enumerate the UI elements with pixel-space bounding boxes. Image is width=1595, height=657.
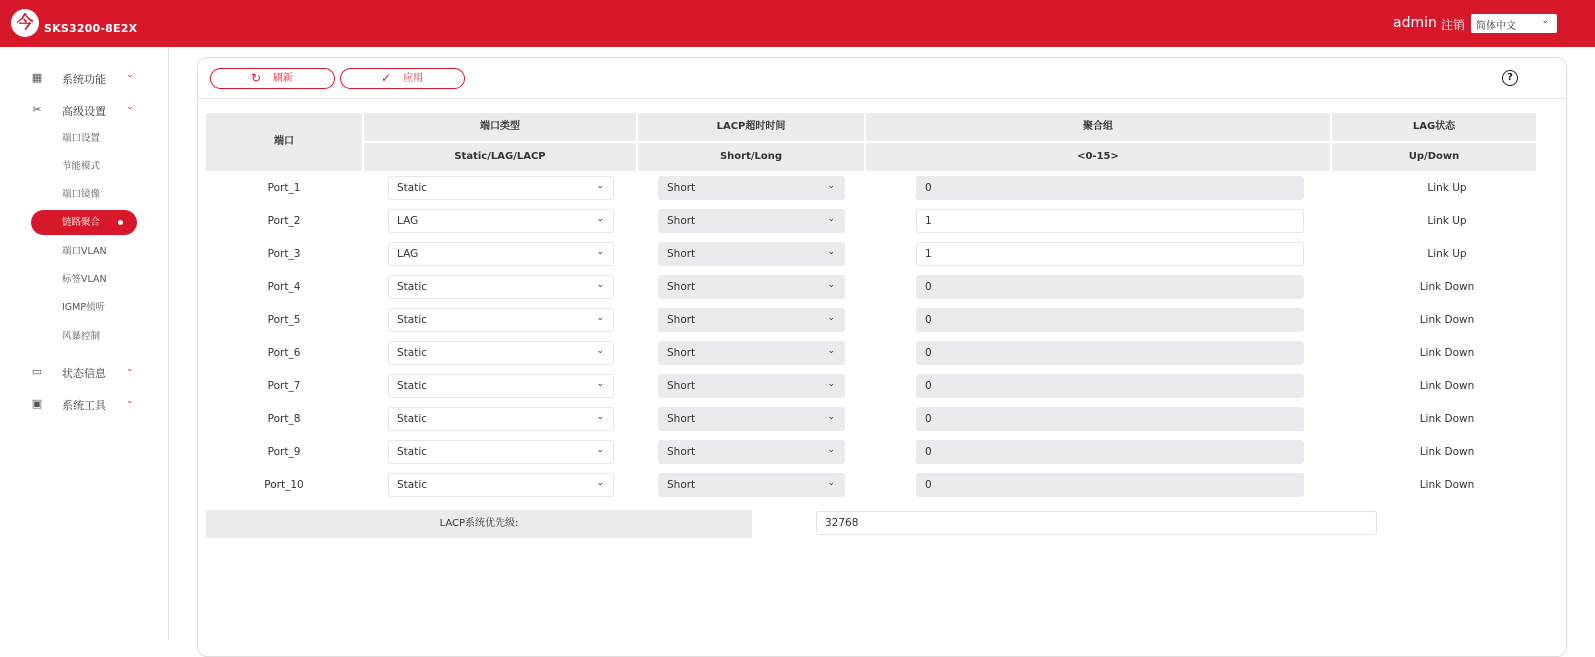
sidebar-group-label: 系统功能 <box>62 73 106 86</box>
main-panel <box>197 57 1567 657</box>
port-type-value: Static <box>397 182 428 194</box>
header-port-type: 端口类型 <box>364 113 636 141</box>
help-icon[interactable]: ? <box>1502 70 1518 86</box>
monitor-icon: ▭ <box>31 365 43 378</box>
logout-link[interactable]: 注销 <box>1441 18 1466 32</box>
lacp-timeout-value: Short <box>667 347 696 359</box>
apply-button[interactable] <box>340 68 465 89</box>
port-type-select[interactable] <box>388 209 614 233</box>
table-row-port: Port_2 <box>267 215 301 227</box>
lacp-timeout-select <box>658 473 845 497</box>
port-type-select[interactable] <box>388 176 614 200</box>
chevron-down-icon: ⌄ <box>596 445 604 455</box>
aggregation-group-input: 0 <box>916 374 1304 398</box>
top-bar <box>0 0 1595 47</box>
sidebar-item-port-settings[interactable]: 端口设置 <box>62 133 101 144</box>
lacp-timeout-select <box>658 242 845 266</box>
header-port-type-sub: Static/LAG/LACP <box>364 143 636 171</box>
port-type-select[interactable] <box>388 473 614 497</box>
lag-status-value: Link Down <box>1419 479 1475 491</box>
port-type-value: Static <box>397 380 428 392</box>
chevron-down-icon: ⌄ <box>596 379 604 389</box>
header-group-sub: <0-15> <box>866 143 1330 171</box>
header-lag-status-sub: Up/Down <box>1332 143 1536 171</box>
lacp-timeout-select <box>658 308 845 332</box>
table-row-port: Port_1 <box>267 182 301 194</box>
lag-status-value: Link Down <box>1419 347 1475 359</box>
lacp-timeout-select <box>658 341 845 365</box>
chevron-down-icon: ⌄ <box>1541 16 1549 26</box>
sidebar-group-label: 系统工具 <box>62 399 106 412</box>
port-type-value: Static <box>397 281 428 293</box>
table-row-port: Port_4 <box>267 281 301 293</box>
table-row-port: Port_5 <box>267 314 301 326</box>
lacp-timeout-value: Short <box>667 281 696 293</box>
aggregation-group-input: 0 <box>916 341 1304 365</box>
chevron-down-icon: ⌄ <box>126 364 134 374</box>
port-type-value: Static <box>397 347 428 359</box>
port-type-select[interactable] <box>388 308 614 332</box>
aggregation-group-input: 0 <box>916 275 1304 299</box>
lacp-timeout-value: Short <box>667 380 696 392</box>
active-dot-icon <box>118 220 123 225</box>
sidebar-item-tag-vlan[interactable]: 标签VLAN <box>62 274 107 285</box>
port-type-select[interactable] <box>388 440 614 464</box>
refresh-label: 刷新 <box>273 73 293 84</box>
lacp-timeout-value: Short <box>667 248 696 260</box>
sidebar-item-port-mirror[interactable]: 端口镜像 <box>62 189 101 200</box>
sidebar-item-igmp-snooping[interactable]: IGMP侦听 <box>62 302 106 313</box>
sidebar-group-system-functions[interactable] <box>0 66 169 90</box>
port-type-value: LAG <box>397 248 419 260</box>
toolbar-divider <box>198 98 1566 99</box>
port-type-value: Static <box>397 413 428 425</box>
header-group: 聚合组 <box>866 113 1330 141</box>
chevron-down-icon: ⌄ <box>126 70 134 80</box>
chevron-down-icon: ⌄ <box>126 102 134 112</box>
port-type-value: Static <box>397 446 428 458</box>
lacp-timeout-select <box>658 209 845 233</box>
table-row-port: Port_10 <box>264 479 304 491</box>
lag-status-value: Link Down <box>1419 446 1475 458</box>
lacp-timeout-value: Short <box>667 413 696 425</box>
lag-status-value: Link Up <box>1427 248 1467 260</box>
lacp-timeout-select <box>658 275 845 299</box>
aggregation-group-input[interactable]: 1 <box>916 209 1304 233</box>
check-icon: ✓ <box>381 71 392 85</box>
lacp-priority-label: LACP系统优先级: <box>206 510 752 538</box>
port-type-select[interactable] <box>388 407 614 431</box>
table-row-port: Port_3 <box>267 248 301 260</box>
lag-status-value: Link Down <box>1419 413 1475 425</box>
lag-status-value: Link Up <box>1427 215 1467 227</box>
sidebar-group-label: 高级设置 <box>62 105 106 118</box>
sidebar-group-status-info[interactable] <box>0 360 169 384</box>
chevron-down-icon: ⌄ <box>596 247 604 257</box>
refresh-button[interactable] <box>210 68 335 89</box>
lacp-timeout-select <box>658 440 845 464</box>
port-type-select[interactable] <box>388 374 614 398</box>
chevron-down-icon: ⌄ <box>827 478 835 488</box>
lacp-timeout-value: Short <box>667 479 696 491</box>
chevron-down-icon: ⌄ <box>596 214 604 224</box>
language-select[interactable] <box>1471 14 1557 33</box>
lag-status-value: Link Down <box>1419 314 1475 326</box>
chevron-down-icon: ⌄ <box>827 379 835 389</box>
lacp-timeout-value: Short <box>667 215 696 227</box>
sidebar-item-label: 链路聚合 <box>62 217 101 228</box>
aggregation-group-input: 0 <box>916 440 1304 464</box>
sidebar-group-label: 状态信息 <box>62 367 106 380</box>
lacp-timeout-select <box>658 407 845 431</box>
aggregation-group-input: 0 <box>916 473 1304 497</box>
aggregation-group-input[interactable]: 1 <box>916 242 1304 266</box>
table-row-port: Port_6 <box>267 347 301 359</box>
aggregation-group-input: 0 <box>916 176 1304 200</box>
language-value: 简体中文 <box>1476 21 1516 32</box>
table-row-port: Port_7 <box>267 380 301 392</box>
lag-status-value: Link Down <box>1419 281 1475 293</box>
port-type-select[interactable] <box>388 275 614 299</box>
sidebar-item-port-vlan[interactable]: 端口VLAN <box>62 246 107 257</box>
chevron-down-icon: ⌄ <box>827 280 835 290</box>
port-type-value: Static <box>397 314 428 326</box>
tools-icon: ✂ <box>32 103 42 116</box>
port-type-select[interactable] <box>388 242 614 266</box>
device-model: SKS3200-8E2X <box>44 22 138 35</box>
username: admin <box>1393 15 1437 31</box>
lacp-priority-input[interactable]: 32768 <box>816 511 1377 535</box>
sidebar <box>0 47 169 640</box>
lag-status-value: Link Down <box>1419 380 1475 392</box>
table-row-port: Port_9 <box>267 446 301 458</box>
toolbox-icon: ▣ <box>31 397 43 410</box>
apply-label: 应用 <box>403 73 423 84</box>
grid-icon: ▦ <box>31 71 43 84</box>
header-port: 端口 <box>206 113 362 171</box>
sidebar-group-system-tools[interactable] <box>0 392 169 416</box>
sidebar-item-link-aggregation[interactable] <box>31 210 137 235</box>
lacp-timeout-value: Short <box>667 446 696 458</box>
sidebar-group-advanced-settings[interactable] <box>0 98 169 122</box>
lacp-timeout-value: Short <box>667 182 696 194</box>
sidebar-item-storm-control[interactable]: 风暴控制 <box>62 331 101 342</box>
port-type-select[interactable] <box>388 341 614 365</box>
table-row-port: Port_8 <box>267 413 301 425</box>
lacp-timeout-select <box>658 176 845 200</box>
chevron-down-icon: ⌄ <box>126 396 134 406</box>
lacp-timeout-value: Short <box>667 314 696 326</box>
chevron-down-icon: ⌄ <box>596 280 604 290</box>
port-type-value: Static <box>397 479 428 491</box>
lag-status-value: Link Up <box>1427 182 1467 194</box>
chevron-down-icon: ⌄ <box>596 412 604 422</box>
chevron-down-icon: ⌄ <box>596 478 604 488</box>
chevron-down-icon: ⌄ <box>827 346 835 356</box>
chevron-down-icon: ⌄ <box>596 181 604 191</box>
chevron-down-icon: ⌄ <box>827 214 835 224</box>
aggregation-group-input: 0 <box>916 308 1304 332</box>
header-lacp-timeout-sub: Short/Long <box>638 143 864 171</box>
aggregation-group-input: 0 <box>916 407 1304 431</box>
logo-icon: 今 <box>11 9 39 37</box>
lacp-timeout-select <box>658 374 845 398</box>
header-lacp-timeout: LACP超时时间 <box>638 113 864 141</box>
chevron-down-icon: ⌄ <box>596 346 604 356</box>
chevron-down-icon: ⌄ <box>596 313 604 323</box>
sidebar-item-energy-saving[interactable]: 节能模式 <box>62 161 101 172</box>
header-lag-status: LAG状态 <box>1332 113 1536 141</box>
chevron-down-icon: ⌄ <box>827 412 835 422</box>
chevron-down-icon: ⌄ <box>827 313 835 323</box>
refresh-icon: ↻ <box>251 71 262 85</box>
chevron-down-icon: ⌄ <box>827 181 835 191</box>
chevron-down-icon: ⌄ <box>827 445 835 455</box>
chevron-down-icon: ⌄ <box>827 247 835 257</box>
port-type-value: LAG <box>397 215 419 227</box>
